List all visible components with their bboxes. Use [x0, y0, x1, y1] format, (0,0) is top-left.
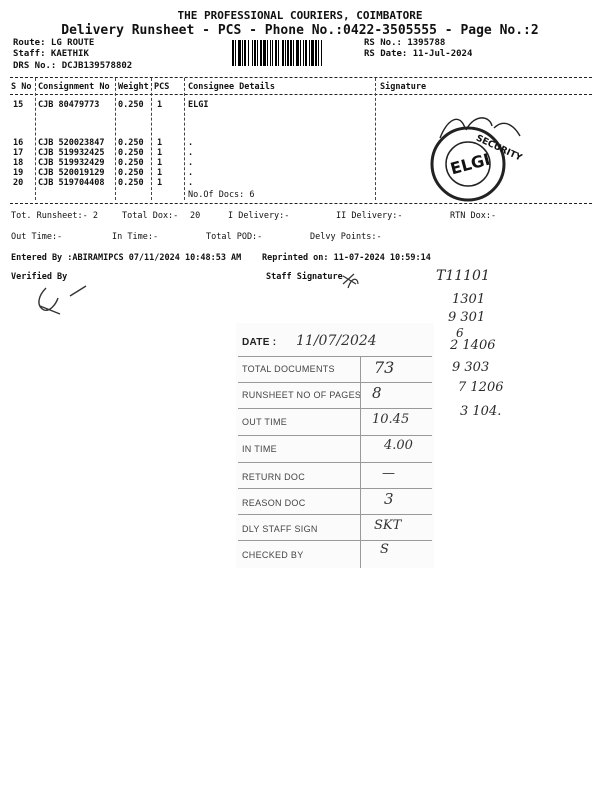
barcode-bar: [244, 40, 246, 66]
barcode-bar: [260, 40, 262, 66]
staff-signature: Staff Signature: [266, 272, 343, 282]
barcode-bar: [300, 40, 301, 66]
card-label: OUT TIME: [242, 417, 288, 427]
total-pod: Total POD:-: [206, 232, 263, 242]
row-details: ELGI: [188, 100, 209, 110]
row-details: .: [188, 138, 194, 148]
barcode-bar: [248, 40, 249, 66]
delvy-points: Delvy Points:-: [310, 232, 382, 242]
card-label: CHECKED BY: [242, 550, 304, 560]
row-weight: 0.250: [118, 100, 144, 110]
row-consignment: CJB 520019129: [38, 168, 105, 178]
note-5: 2 1406: [450, 338, 496, 353]
note-6: 9 303: [452, 360, 490, 375]
row-sno: 20: [13, 178, 24, 188]
barcode-bar: [315, 40, 317, 66]
barcode: [232, 40, 358, 66]
card-value: 73: [374, 358, 395, 377]
row-pcs: 1: [157, 168, 163, 178]
out-time: Out Time:-: [11, 232, 63, 242]
staff-signature-mark: [340, 270, 362, 290]
card-divider: [238, 488, 432, 489]
barcode-bar: [238, 40, 241, 66]
row-sno: 18: [13, 158, 24, 168]
row-weight: 0.250: [118, 148, 144, 158]
rs-number: RS No.: 1395788: [364, 38, 446, 48]
barcode-bar: [235, 40, 236, 66]
ii-delivery: II Delivery:-: [336, 211, 403, 221]
barcode-bar: [257, 40, 258, 66]
staff-label: Staff: KAETHIK: [13, 49, 89, 59]
card-label: REASON DOC: [242, 498, 306, 508]
i-delivery: I Delivery:-: [228, 211, 290, 221]
card-value: 10.45: [372, 412, 410, 427]
barcode-bar: [287, 40, 289, 66]
col-divider: [151, 78, 152, 200]
row-pcs: 1: [157, 158, 163, 168]
entered-by: Entered By :ABIRAMIPCS 07/11/2024 10:48:53 AM: [11, 253, 242, 263]
barcode-bar: [321, 40, 322, 66]
card-date-value: 11/07/2024: [296, 333, 377, 349]
barcode-bar: [272, 40, 273, 66]
row-weight: 0.250: [118, 168, 144, 178]
row-consignment: CJB 519932425: [38, 148, 105, 158]
row-sno: 15: [13, 100, 24, 110]
col-signature: Signature: [380, 82, 427, 92]
rs-date: RS Date: 11-Jul-2024: [364, 49, 473, 59]
barcode-bar: [275, 40, 277, 66]
row-pcs: 1: [157, 178, 163, 188]
row-pcs: 1: [157, 100, 163, 110]
row-consignment: CJB 519704408: [38, 178, 105, 188]
barcode-bar: [270, 40, 271, 66]
barcode-bar: [290, 40, 292, 66]
row-consignment: CJB 80479773: [38, 100, 100, 110]
barcode-bar: [232, 40, 234, 66]
col-divider: [375, 78, 376, 200]
card-divider: [238, 462, 432, 463]
tot-runsheet: Tot. Runsheet:- 2: [11, 211, 98, 221]
row-weight: 0.250: [118, 138, 144, 148]
card-col-divider: [360, 356, 361, 568]
note-1: T11101: [436, 268, 490, 284]
svg-text:SECURITY: SECURITY: [474, 133, 524, 164]
runsheet-title: Delivery Runsheet - PCS - Phone No.:0422-3505555 - Page No.:2: [61, 23, 539, 38]
card-label: DLY STAFF SIGN: [242, 524, 318, 534]
row-pcs: 1: [157, 148, 163, 158]
row-weight: 0.250: [118, 178, 144, 188]
barcode-bar: [267, 40, 268, 66]
row-pcs: 1: [157, 138, 163, 148]
barcode-bar: [311, 40, 314, 66]
row-sno: 19: [13, 168, 24, 178]
header-rule-bottom: [10, 94, 592, 95]
reprinted-on: Reprinted on: 11-07-2024 10:59:14: [262, 253, 431, 263]
row-consignment: CJB 519932429: [38, 158, 105, 168]
card-value: 3: [384, 490, 394, 508]
row-sno: 16: [13, 138, 24, 148]
card-date-label: DATE :: [242, 337, 277, 348]
card-value: —: [382, 466, 395, 481]
note-8: 3 104.: [460, 404, 502, 419]
barcode-bar: [242, 40, 243, 66]
note-4: 6: [456, 326, 464, 340]
card-value: SKT: [374, 518, 402, 533]
card-divider: [238, 356, 432, 357]
col-weight: Weight: [118, 82, 149, 92]
card-value: S: [380, 542, 389, 557]
card-value: 4.00: [384, 438, 413, 453]
card-divider: [238, 435, 432, 436]
verifier-signature: [30, 284, 100, 320]
row-details: .: [188, 158, 194, 168]
card-divider: [238, 540, 432, 541]
rtn-dox: RTN Dox:-: [450, 211, 497, 221]
card-label: RUNSHEET NO OF PAGES: [242, 390, 362, 400]
drs-number: DRS No.: DCJB139578802: [13, 61, 133, 71]
row-details: .: [188, 168, 194, 178]
in-time: In Time:-: [112, 232, 159, 242]
route-label: Route: LG ROUTE: [13, 38, 95, 48]
verified-by: Verified By: [11, 272, 68, 282]
col-divider: [115, 78, 116, 200]
row-details: .: [188, 178, 194, 188]
barcode-bar: [285, 40, 286, 66]
no-of-docs: No.Of Docs: 6: [188, 190, 255, 200]
company-name: THE PROFESSIONAL COURIERS, COIMBATORE: [177, 9, 423, 22]
barcode-bar: [293, 40, 294, 66]
card-label: RETURN DOC: [242, 472, 305, 482]
barcode-bar: [318, 40, 319, 66]
row-sno: 17: [13, 148, 24, 158]
row-details: .: [188, 148, 194, 158]
barcode-bar: [282, 40, 284, 66]
card-divider: [238, 408, 432, 409]
note-7: 7 1206: [458, 380, 504, 395]
barcode-bar: [252, 40, 253, 66]
card-divider: [238, 382, 432, 383]
barcode-bar: [254, 40, 256, 66]
svg-text:ELGI: ELGI: [448, 149, 493, 179]
col-consignee: Consignee Details: [188, 82, 275, 92]
col-sno: S No: [11, 82, 32, 92]
card-label: TOTAL DOCUMENTS: [242, 364, 335, 374]
row-consignment: CJB 520023847: [38, 138, 105, 148]
total-dox-value: 20: [190, 211, 201, 221]
card-divider: [238, 514, 432, 515]
total-dox-label: Total Dox:-: [122, 211, 179, 221]
barcode-bar: [309, 40, 310, 66]
barcode-bar: [263, 40, 266, 66]
col-pcs: PCS: [154, 82, 170, 92]
barcode-bar: [303, 40, 304, 66]
col-divider: [184, 78, 185, 200]
card-label: IN TIME: [242, 444, 277, 454]
barcode-bar: [278, 40, 279, 66]
card-value: 8: [372, 384, 382, 402]
barcode-bar: [296, 40, 299, 66]
col-consignment: Consignment No: [38, 82, 110, 92]
note-3: 9 301: [448, 310, 486, 325]
col-divider: [35, 78, 36, 200]
note-2: 1301: [452, 292, 486, 307]
header-rule-top: [10, 77, 592, 78]
row-weight: 0.250: [118, 158, 144, 168]
security-stamp: [420, 108, 530, 208]
barcode-bar: [305, 40, 307, 66]
